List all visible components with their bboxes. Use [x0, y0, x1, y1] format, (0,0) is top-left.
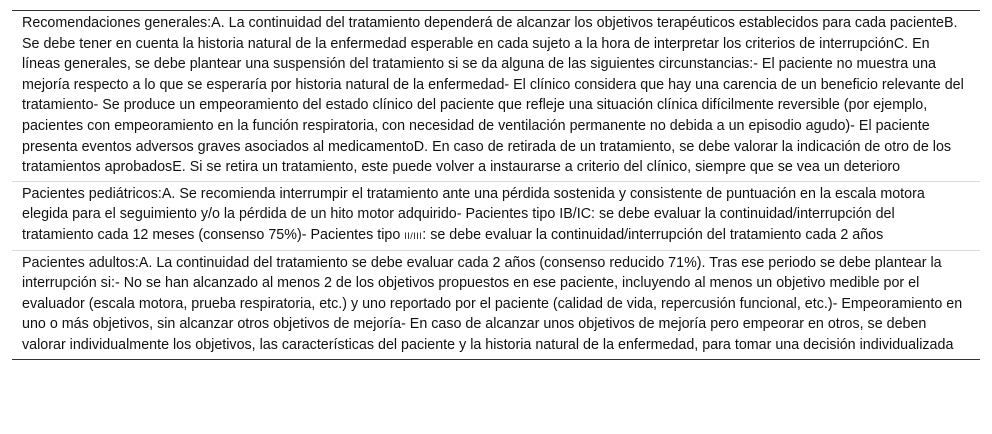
pediatric-text-end: : se debe evaluar la continuidad/interrupción del tratamiento cada 2 años	[422, 226, 884, 243]
adult-patients-cell: Pacientes adultos:A. La continuidad del tratamiento se debe evaluar cada 2 años (consenso reducido 71%). Tras ese periodo se debe plantear la interrupción si:- No se han alcanzado al menos 2 de los objetivos propuestos en ese paciente, incluyendo al menos un objetivo medible por el evaluador (escala motora, prueba respiratoria, etc.) y uno reportado por el paciente (calidad de vida, repercusión funcional, etc.)- Empeoramiento en uno o más objetivos, sin alcanzar otros objetivos de mejoría- En caso de alcanzar unos objetivos de mejoría pero empeorar en otros, se deben valorar individualmente los objetivos, las características del paciente y la historia natural de la enfermedad, para tomar una decisión individualizada	[12, 250, 980, 359]
pediatric-text-start: Pacientes pediátricos:A. Se recomienda interrumpir el tratamiento ante una pérdida sostenida y consistente de puntuación en la escala motora elegida para el seguimiento y/o la pérdida de un hito motor adquirido- Pacientes tipo IB/IC: se debe evaluar la continuidad/interrupción del tratamiento cada 12 meses (consenso 75%)- Pacientes tipo	[22, 185, 925, 243]
recommendations-table	[12, 10, 980, 360]
pediatric-patients-cell	[12, 181, 980, 250]
table-row-general	[12, 11, 980, 182]
general-recommendations-cell: Recomendaciones generales:A. La continuidad del tratamiento dependerá de alcanzar los objetivos terapéuticos establecidos para cada pacienteB. Se debe tener en cuenta la historia natural de la enfermedad esperable en cada sujeto a la hora de interpretar los criterios de interrupciónC. En líneas generales, se debe plantear una suspensión del tratamiento si se da alguna de las siguientes circunstancias:- El paciente no muestra una mejoría respecto a lo que se esperaría por historia natural de la enfermedad- El clínico considera que hay una carencia de un beneficio relevante del tratamiento- Se produce un empeoramiento del estado clínico del paciente que refleje una situación clínica difícilmente reversible (por ejemplo, pacientes con empeoramiento en la función respiratoria, con necesidad de ventilación permanente no debida a un episodio agudo)- El paciente presenta eventos adversos graves asociados al medicamentoD. En caso de retirada de un tratamiento, se debe valorar la indicación de otro de los tratamientos aprobadosE. Si se retira un tratamiento, este puede volver a instaurarse a criterio del clínico, siempre que se vea un deterioro	[22, 15, 964, 176]
table-row-adult	[12, 250, 980, 359]
pediatric-type-smallcaps: II/III	[404, 230, 423, 241]
table-row-pediatric	[12, 181, 980, 250]
